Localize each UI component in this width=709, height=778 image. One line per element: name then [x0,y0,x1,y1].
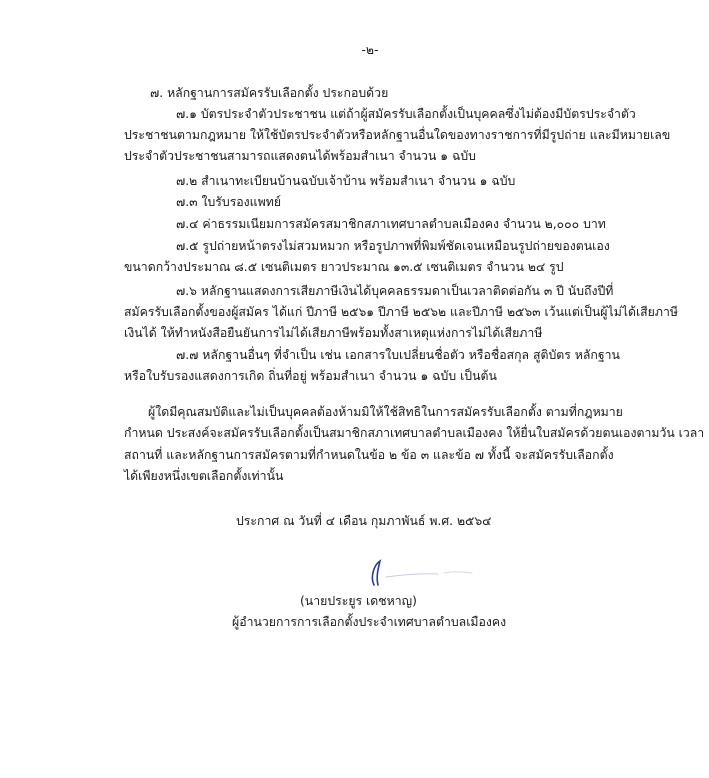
signatory-name: (นายประยูร เดชหาญ) [300,594,417,608]
item-7-1-line-2: ประชาชนตามกฎหมาย ให้ใช้บัตรประจำตัวหรือหลักฐานอื่นใดของทางราชการที่มีรูปถ่าย และมีหมายเลข [124,128,671,142]
item-7-6-line-1: ๗.๖ หลักฐานแสดงการเสียภาษีเงินได้บุคคลธรรมดาเป็นเวลาติดต่อกัน ๓ ปี นับถึงปีที่ [176,284,614,298]
item-7-3: ๗.๓ ใบรับรองแพทย์ [176,195,282,209]
item-7-5-line-2: ขนาดกว้างประมาณ ๘.๕ เซนติเมตร ยาวประมาณ ๑๓.๕ เซนติเมตร จำนวน ๒๔ รูป [124,260,564,274]
item-7-7-line-2: หรือใบรับรองแสดงการเกิด ถิ่นที่อยู่ พร้อมสำเนา จำนวน ๑ ฉบับ เป็นต้น [124,369,497,383]
paragraph-line-2: กำหนด ประสงค์จะสมัครรับเลือกตั้งเป็นสมาชิกสภาเทศบาลตำบลเมืองคง ให้ยื่นใบสมัครด้วยตนเองตามวัน เวลา [124,426,705,440]
signatory-title: ผู้อำนวยการการเลือกตั้งประจำเทศบาลตำบลเมืองคง [232,615,507,629]
item-7-6-line-3: เงินได้ ให้ทำหนังสือยืนยันการไม่ได้เสียภาษีพร้อมทั้งสาเหตุแห่งการไม่ได้เสียภาษี [124,326,543,340]
page-number: -๒- [361,43,379,57]
item-7-6-line-2: สมัครรับเลือกตั้งของผู้สมัคร ได้แก่ ปีภาษี ๒๕๖๑ ปีภาษี ๒๕๖๒ และปีภาษี ๒๕๖๓ เว้นแต่เป็นผู้ไม่ได้เสียภาษี [124,305,679,319]
item-7-7-line-1: ๗.๗ หลักฐานอื่นๆ ที่จำเป็น เช่น เอกสารใบเปลี่ยนชื่อตัว หรือชื่อสกุล สูติบัตร หลักฐาน [176,348,620,362]
paragraph-line-4: ได้เพียงหนึ่งเขตเลือกตั้งเท่านั้น [124,469,284,483]
item-7-4: ๗.๔ ค่าธรรมเนียมการสมัครสมาชิกสภาเทศบาลตำบลเมืองคง จำนวน ๒,๐๐๐ บาท [176,217,606,231]
section-heading: ๗. หลักฐานการสมัครรับเลือกตั้ง ประกอบด้วย [150,86,389,100]
paragraph-line-1: ผู้ใดมีคุณสมบัติและไม่เป็นบุคคลต้องห้ามมิให้ใช้สิทธิในการสมัครรับเลือกตั้ง ตามที่กฎหมาย [148,405,623,419]
announcement-date: ประกาศ ณ วันที่ ๔ เดือน กุมภาพันธ์ พ.ศ. ๒๕๖๔ [236,514,492,528]
paragraph-line-3: สถานที่ และหลักฐานการสมัครตามที่กำหนดในข้อ ๒ ข้อ ๓ และข้อ ๗ ทั้งนี้ จะสมัครรับเลือกตั้ง [124,448,614,462]
item-7-2: ๗.๒ สำเนาทะเบียนบ้านฉบับเจ้าบ้าน พร้อมสำเนา จำนวน ๑ ฉบับ [176,174,516,188]
item-7-1-line-1: ๗.๑ บัตรประจำตัวประชาชน แต่ถ้าผู้สมัครรับเลือกตั้งเป็นบุคคลซึ่งไม่ต้องมีบัตรประจำตัว [176,107,636,121]
item-7-1-line-3: ประจำตัวประชาชนสามารถแสดงตนได้พร้อมสำเนา จำนวน ๑ ฉบับ [124,149,476,163]
item-7-5-line-1: ๗.๕ รูปถ่ายหน้าตรงไม่สวมหมวก หรือรูปภาพที่พิมพ์ชัดเจนเหมือนรูปถ่ายของตนเอง [176,239,610,253]
handwritten-signature [360,555,480,589]
